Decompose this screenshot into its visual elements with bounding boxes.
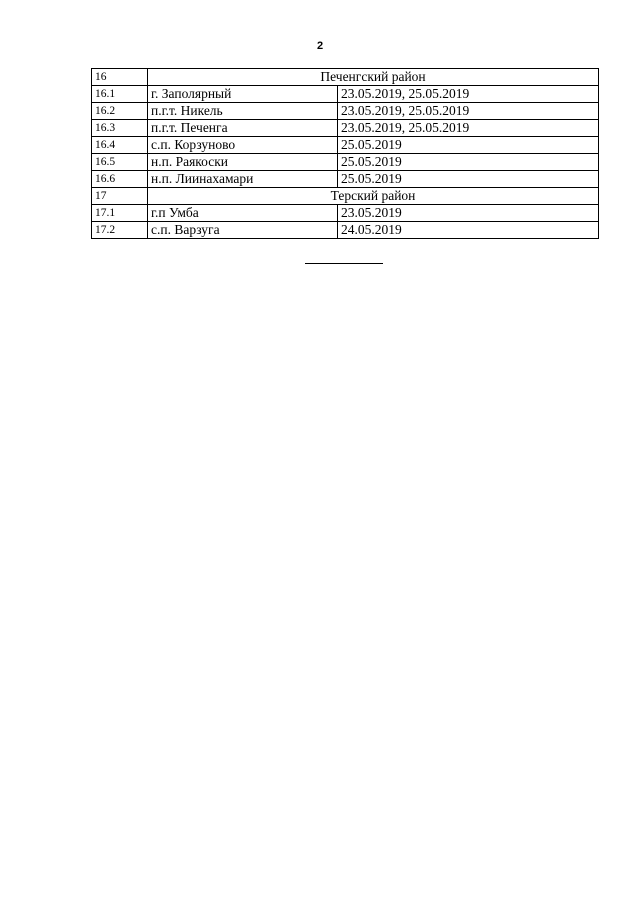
dates-cell: 25.05.2019: [338, 171, 599, 188]
settlement-name: г.п Умба: [148, 205, 338, 222]
row-number: 16.6: [92, 171, 148, 188]
table-row: [92, 86, 599, 103]
dates-cell: 23.05.2019, 25.05.2019: [338, 86, 599, 103]
row-number: 16.3: [92, 120, 148, 137]
table-row: [92, 120, 599, 137]
row-number: 17.2: [92, 222, 148, 239]
settlement-name: г. Заполярный: [148, 86, 338, 103]
settlement-name: п.г.т. Никель: [148, 103, 338, 120]
row-number: 17.1: [92, 205, 148, 222]
table-row: [92, 222, 599, 239]
section-title: Печенгский район: [148, 69, 599, 86]
schedule-table: [91, 68, 599, 239]
row-number: 16.2: [92, 103, 148, 120]
settlement-name: н.п. Лиинахамари: [148, 171, 338, 188]
dates-cell: 23.05.2019, 25.05.2019: [338, 103, 599, 120]
table-row: [92, 205, 599, 222]
section-title: Терский район: [148, 188, 599, 205]
row-number: 16.5: [92, 154, 148, 171]
end-divider-line: [305, 263, 383, 264]
settlement-name: с.п. Варзуга: [148, 222, 338, 239]
dates-cell: 23.05.2019, 25.05.2019: [338, 120, 599, 137]
page-number: 2: [316, 40, 324, 52]
table-row: [92, 154, 599, 171]
dates-cell: 24.05.2019: [338, 222, 599, 239]
settlement-name: н.п. Раякоски: [148, 154, 338, 171]
table-row: [92, 137, 599, 154]
table-row: [92, 171, 599, 188]
settlement-name: с.п. Корзуново: [148, 137, 338, 154]
section-number: 17: [92, 188, 148, 205]
row-number: 16.1: [92, 86, 148, 103]
section-header-row: [92, 69, 599, 86]
section-number: 16: [92, 69, 148, 86]
row-number: 16.4: [92, 137, 148, 154]
table-row: [92, 103, 599, 120]
settlement-name: п.г.т. Печенга: [148, 120, 338, 137]
section-header-row: [92, 188, 599, 205]
dates-cell: 23.05.2019: [338, 205, 599, 222]
dates-cell: 25.05.2019: [338, 137, 599, 154]
dates-cell: 25.05.2019: [338, 154, 599, 171]
